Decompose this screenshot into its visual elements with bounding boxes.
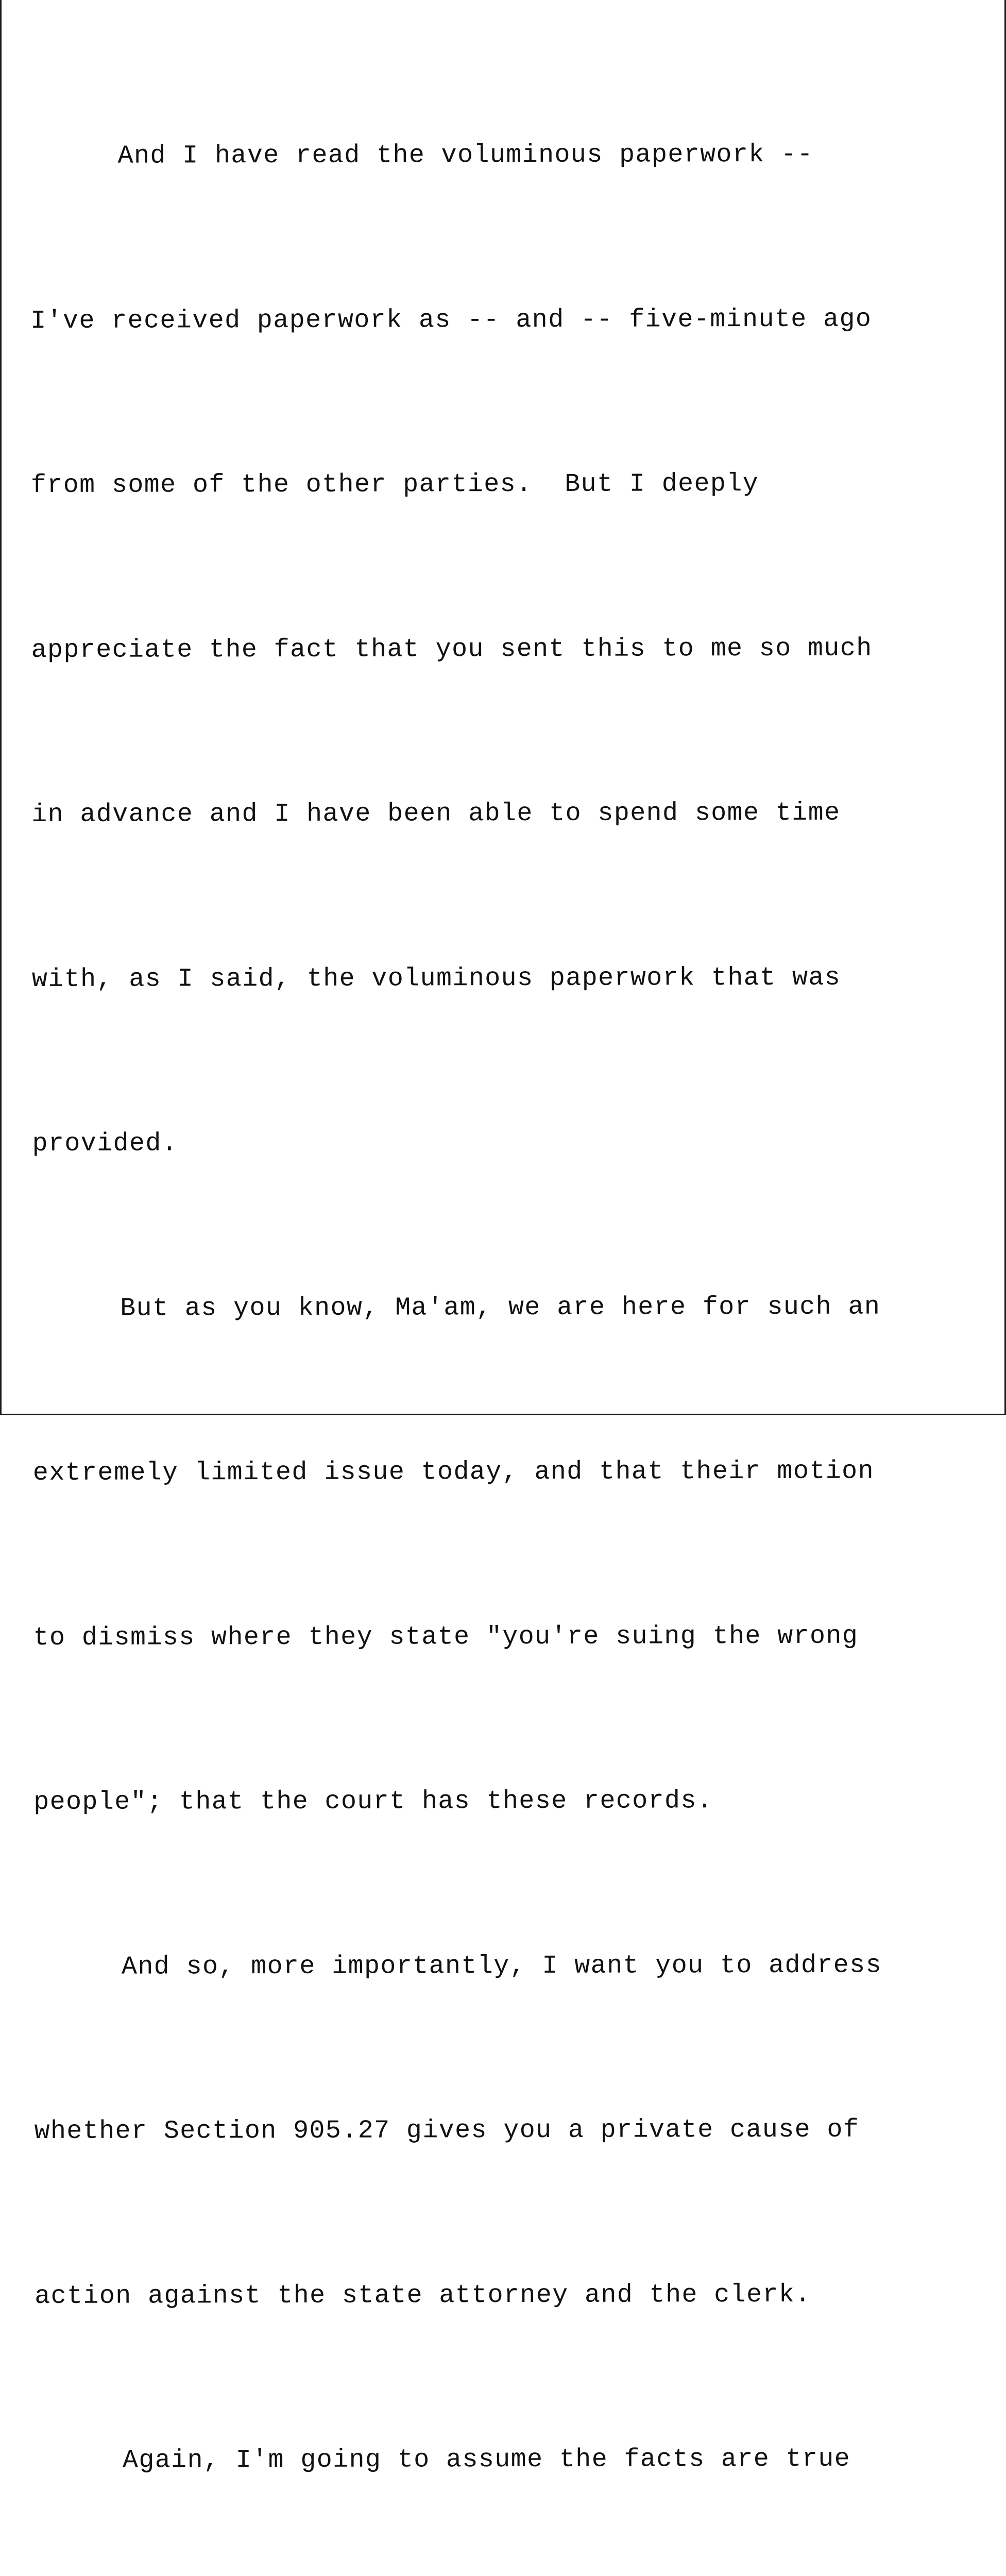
transcript-line: But as you know, Ma'am, we are here for such an <box>120 1292 881 1324</box>
transcript-line: appreciate the fact that you sent this to me so much <box>31 634 873 665</box>
transcript-line: action against the state attorney and the clerk. <box>35 2280 811 2311</box>
transcript-line: extremely limited issue today, and that their motion <box>32 1456 875 1488</box>
transcript-line: And I have read the voluminous paperwork -- <box>117 140 814 171</box>
transcript-line: with, as I said, the voluminous paperwork that was <box>31 963 841 994</box>
transcript-line: And so, more importantly, I want you to address <box>121 1951 882 1982</box>
transcript-line: to dismiss where they state "you're suing the wrong <box>33 1621 859 1653</box>
transcript-line: I've received paperwork as -- and -- five-minute ago <box>30 304 872 336</box>
transcript-line: in advance and I have been able to spend some time <box>31 798 841 829</box>
transcript-line: provided. <box>32 1129 178 1159</box>
transcript-line: people"; that the court has these records. <box>33 1786 713 1817</box>
transcript-text <box>30 18 986 2576</box>
transcript-line: Again, I'm going to assume the facts are true <box>122 2444 851 2476</box>
transcript-line: whether Section 905.27 gives you a private cause of <box>34 2115 860 2146</box>
transcript-line: from some of the other parties. But I deeply <box>30 469 759 500</box>
